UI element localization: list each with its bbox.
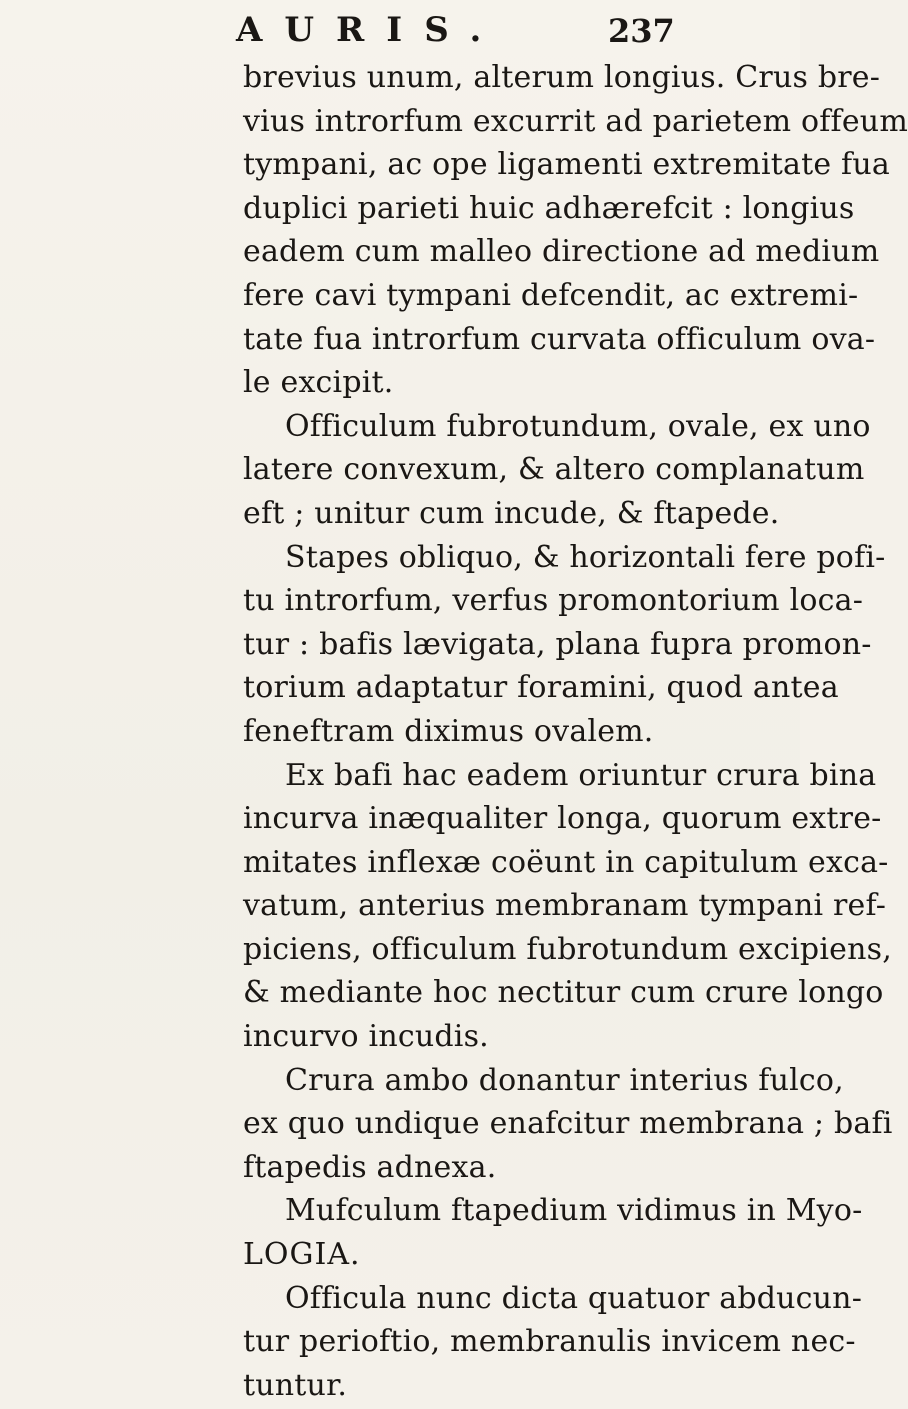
text-line: tu introrfum, verfus promontorium loca- [243, 583, 864, 619]
text-line: tur : bafis lævigata, plana fupra promon- [243, 626, 872, 662]
running-head [0, 10, 800, 50]
text-line: Mufculum ftapedium vidimus in Myo- [285, 1193, 863, 1229]
text-line: incurva inæqualiter longa, quorum extre- [243, 801, 882, 837]
text-line: fere cavi tympani defcendit, ac extremi- [243, 277, 859, 313]
text-line: tate fua introrfum curvata officulum ova- [243, 321, 876, 357]
text-line: LOGIA. [243, 1237, 361, 1273]
text-line: Crura ambo donantur interius fulco, [285, 1062, 844, 1098]
running-head-title: AURIS. [236, 10, 504, 50]
text-line: duplici parieti huic adhærefcit : longius [243, 190, 855, 226]
text-line: mitates inflexæ coëunt in capitulum exca- [243, 844, 889, 880]
text-line: vatum, anterius membranam tympani ref- [243, 888, 887, 924]
text-line: vius introrfum excurrit ad parietem offeum [243, 103, 908, 139]
text-line: incurvo incudis. [243, 1019, 489, 1055]
text-line: Stapes obliquo, & horizontali fere pofi- [285, 539, 886, 575]
body-text [243, 56, 908, 1407]
text-line: latere convexum, & altero complanatum [243, 452, 865, 488]
text-line: ftapedis adnexa. [243, 1149, 497, 1185]
text-line: brevius unum, alterum longius. Crus bre- [243, 60, 881, 95]
text-line: ex quo undique enafcitur membrana ; bafi [243, 1106, 893, 1142]
text-line: eft ; unitur cum incude, & ftapede. [243, 495, 780, 531]
text-line: tuntur. [243, 1367, 348, 1403]
page-number: 237 [608, 12, 675, 50]
text-line: feneftram diximus ovalem. [243, 713, 654, 749]
text-line: Ex bafi hac eadem oriuntur crura bina [285, 757, 877, 793]
text-line: torium adaptatur foramini, quod antea [243, 670, 839, 706]
text-line: & mediante hoc nectitur cum crure longo [243, 975, 884, 1011]
text-line: le excipit. [243, 365, 394, 401]
text-line: Officulum fubrotundum, ovale, ex uno [285, 408, 871, 444]
text-line: tympani, ac ope ligamenti extremitate fua [243, 147, 890, 183]
text-line: Officula nunc dicta quatuor abducun- [285, 1280, 863, 1316]
text-line: eadem cum malleo directione ad medium [243, 234, 880, 270]
text-line: tur perioftio, membranulis invicem nec- [243, 1324, 856, 1360]
text-line: piciens, officulum fubrotundum excipiens, [243, 931, 892, 967]
